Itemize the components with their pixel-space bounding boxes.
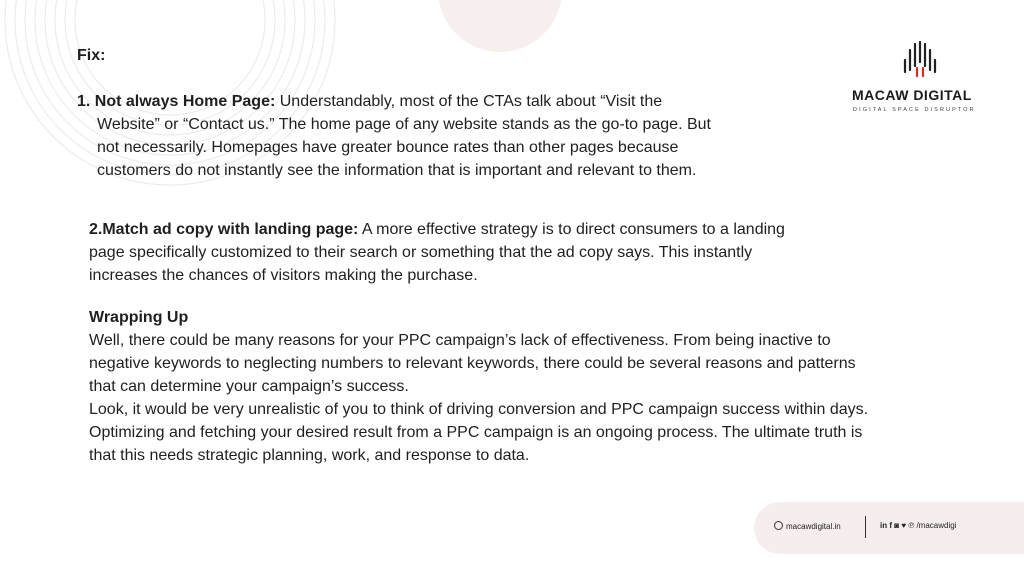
logo-tagline: DIGITAL SPACE DISRUPTOR <box>853 107 976 113</box>
point-1-line-1: Understandably, most of the CTAs talk about “Visit the <box>275 93 663 110</box>
wrapping-line: Well, there could be many reasons for your PPC campaign’s lack of effectiveness. From being inactive to <box>89 332 831 349</box>
fix-heading: Fix: <box>77 47 106 64</box>
point-2-title: 2.Match ad copy with landing page: <box>89 221 359 238</box>
point-1-line-3: not necessarily. Homepages have greater bounce rates than other pages because <box>97 139 679 156</box>
point-1-title: 1. Not always Home Page: <box>77 93 276 110</box>
wrapping-line: that can determine your campaign’s success. <box>89 378 409 395</box>
footer-divider <box>865 516 866 538</box>
instagram-icon[interactable]: ◙ <box>894 521 900 530</box>
wrapping-up-heading: Wrapping Up <box>89 309 189 326</box>
pinterest-icon[interactable]: ℗ <box>908 521 915 530</box>
wrapping-line: Optimizing and fetching your desired result from a PPC campaign is an ongoing process. The ultimate truth is <box>89 424 863 441</box>
point-2-line-1: A more effective strategy is to direct consumers to a landing <box>358 221 785 238</box>
wrapping-up-body <box>89 329 969 467</box>
footer-contact-bar <box>754 502 1024 554</box>
footer-social-links <box>880 521 956 530</box>
point-2-line-2: page specifically customized to their search or something that the ad copy says. This instantly <box>89 244 753 261</box>
wrapping-line: Look, it would be very unrealistic of you to think of driving conversion and PPC campaign success within days. <box>89 401 869 418</box>
point-2-line-3: increases the chances of visitors making the purchase. <box>89 267 478 284</box>
point-not-always-home-page <box>77 90 787 182</box>
social-handle: /macawdigi <box>916 521 957 530</box>
macaw-logo-mark-icon <box>852 40 992 84</box>
globe-icon <box>774 521 783 530</box>
website-text: macawdigital.in <box>786 522 841 531</box>
wrapping-line: negative keywords to neglecting numbers to relevant keywords, there could be several reasons and patterns <box>89 355 856 372</box>
wrapping-line: that this needs strategic planning, work, and response to data. <box>89 447 530 464</box>
logo-name: MACAW DIGITAL <box>852 87 972 103</box>
linkedin-icon[interactable]: in <box>880 521 888 530</box>
point-1-line-4: customers do not instantly see the information that is important and relevant to them. <box>97 162 697 179</box>
facebook-icon[interactable]: f <box>889 521 893 530</box>
point-match-ad-copy <box>89 218 859 287</box>
footer-website[interactable] <box>774 521 841 531</box>
point-1-line-2: Website” or “Contact us.” The home page of any website stands as the go-to page. But <box>97 116 711 133</box>
twitter-icon[interactable]: ♥ <box>901 521 907 530</box>
